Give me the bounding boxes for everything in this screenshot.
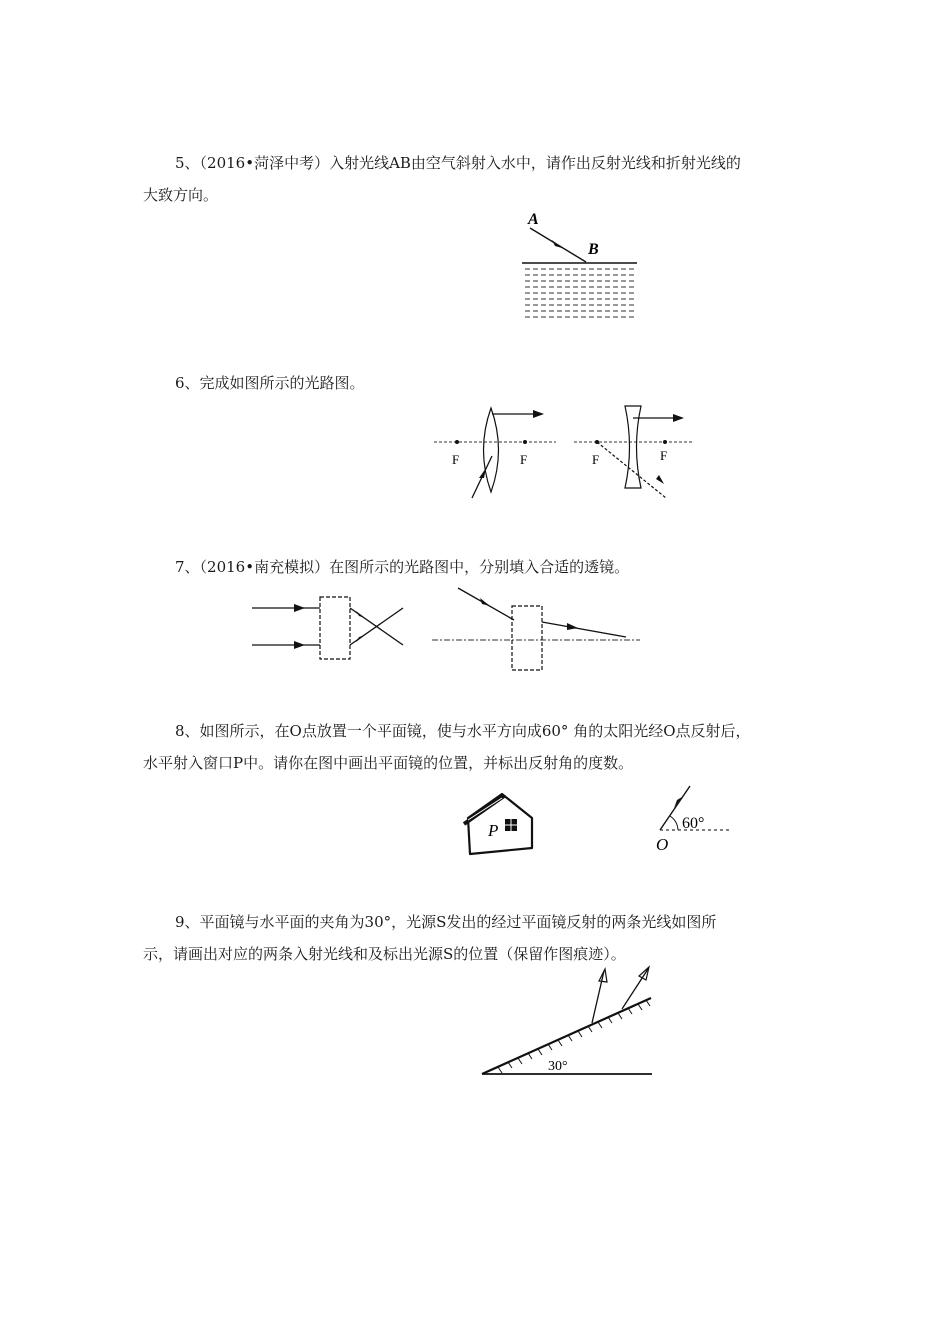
question-8-line-2: 水平射入窗口P中。请你在图中画出平面镜的位置，并标出反射角的度数。 (143, 754, 634, 772)
question-9-line-1: 9、平面镜与水平面的夹角为30°，光源S发出的经过平面镜反射的两条光线如图所 (175, 913, 717, 931)
refracted-ray (542, 622, 626, 637)
question-5 (143, 147, 808, 211)
figure-6-convex-lens (430, 400, 560, 510)
focus-right-label: F (660, 448, 668, 463)
lens-box (320, 597, 350, 659)
question-9 (143, 906, 808, 970)
figure-9-inclined-mirror (478, 965, 658, 1080)
focus-right-label: F (520, 452, 528, 467)
figure-8-sun-ray (650, 780, 750, 860)
incident-ray-arrow (479, 468, 486, 478)
incident-ray-bottom-arrow (294, 641, 305, 649)
refracted-ray-arrow (567, 623, 578, 630)
incident-ray (597, 442, 666, 498)
question-9-line-2: 示，请画出对应的两条入射光线和及标出光源S的位置（保留作图痕迹）。 (143, 945, 626, 963)
figure-7-diverging-box (430, 582, 645, 682)
question-6-line-1: 6、完成如图所示的光路图。 (175, 374, 365, 392)
question-7-line-1: 7、（2016•南充模拟）在图所示的光路图中，分别填入合适的透镜。 (175, 558, 630, 576)
outgoing-ray-arrow (673, 414, 684, 422)
lens-box (512, 606, 542, 670)
convex-lens (484, 408, 499, 492)
incident-ray-top-arrow (294, 604, 305, 612)
roof-eave-inner (468, 798, 502, 820)
point-b-label: B (588, 241, 599, 258)
angle-label: 60° (682, 815, 705, 832)
figure-7-converging-box (250, 592, 390, 662)
incident-ray-arrow (552, 240, 562, 248)
focus-right-dot (523, 440, 527, 444)
house-outline (468, 794, 532, 854)
focus-left-dot (595, 440, 599, 444)
focus-left-dot (455, 440, 459, 444)
focus-left-label: F (592, 452, 600, 467)
point-a-label: A (528, 211, 539, 228)
reflected-ray-1 (592, 971, 604, 1023)
window-label: P (488, 821, 499, 840)
figure-8-house (460, 790, 540, 860)
mirror-hatching (498, 1000, 650, 1073)
refracted-ray-top-arrow (356, 611, 365, 618)
incident-ray-arrow (656, 475, 664, 484)
outgoing-ray-arrow (533, 410, 544, 418)
water-body (522, 267, 637, 322)
question-8-line-1: 8、如图所示，在O点放置一个平面镜，使与水平方向成60° 角的太阳光经O点反射后， (175, 722, 751, 740)
figure-5-water-refraction (500, 200, 660, 330)
question-7 (143, 551, 808, 583)
focus-left-label: F (452, 452, 460, 467)
focus-right-dot (663, 440, 667, 444)
question-5-line-1: 5、（2016•菏泽中考）入射光线AB由空气斜射入水中，请作出反射光线和折射光线的 (175, 154, 741, 172)
question-6 (143, 367, 808, 399)
angle-arc (670, 816, 678, 830)
figure-6-concave-lens (572, 400, 697, 500)
refracted-ray-bottom-arrow (356, 635, 365, 642)
reflected-ray-2 (622, 969, 648, 1009)
question-8 (143, 715, 808, 779)
angle-label: 30° (548, 1059, 568, 1074)
reflected-ray-2-arrow (639, 967, 649, 980)
point-o-label: O (656, 835, 669, 854)
question-5-line-2: 大致方向。 (143, 186, 219, 204)
